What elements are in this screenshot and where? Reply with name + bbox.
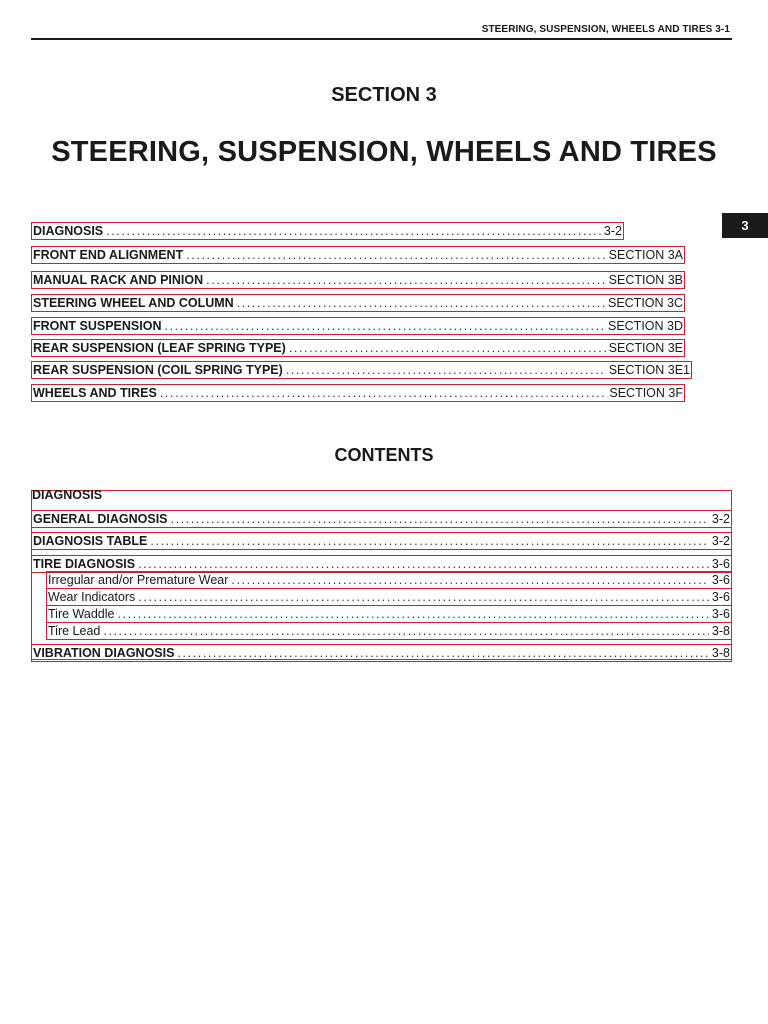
contents-link-tire-lead[interactable] (46, 622, 732, 640)
index-link-label: REAR SUSPENSION (LEAF SPRING TYPE) (33, 341, 286, 355)
contents-item-label: Irregular and/or Premature Wear (48, 573, 229, 587)
index-link-front-end-alignment[interactable] (31, 246, 685, 264)
contents-item-label: Tire Lead (48, 624, 101, 638)
index-link-target: SECTION 3E (608, 341, 683, 355)
contents-item-label: Wear Indicators (48, 590, 136, 604)
index-link-target: SECTION 3D (607, 319, 683, 333)
contents-item-label: TIRE DIAGNOSIS (33, 557, 136, 571)
index-link-label: REAR SUSPENSION (COIL SPRING TYPE) (33, 363, 283, 377)
index-link-label: FRONT SUSPENSION (33, 319, 162, 333)
index-link-steering-wheel-and-column[interactable] (31, 294, 685, 312)
index-link-diagnosis[interactable] (31, 222, 624, 240)
index-link-target: SECTION 3A (608, 248, 683, 262)
index-link-target: SECTION 3F (609, 386, 683, 400)
contents-link-diagnosis-table[interactable] (31, 532, 732, 550)
contents-item-page: 3-2 (711, 534, 730, 548)
index-link-rear-suspension-leaf[interactable] (31, 339, 685, 357)
index-link-label: MANUAL RACK AND PINION (33, 273, 204, 287)
contents-link-irregular-wear[interactable] (46, 571, 732, 589)
leader-dots (106, 223, 601, 239)
contents-link-wear-indicators[interactable] (46, 588, 732, 606)
leader-dots (177, 645, 708, 661)
index-link-front-suspension[interactable] (31, 317, 685, 335)
section-label: SECTION 3 (331, 84, 437, 106)
section-tab: 3 (722, 213, 768, 238)
section-title: STEERING, SUSPENSION, WHEELS AND TIRES (51, 136, 717, 168)
index-link-target: 3-2 (603, 224, 622, 238)
running-header: STEERING, SUSPENSION, WHEELS AND TIRES 3-1 (481, 24, 730, 35)
contents-item-label: GENERAL DIAGNOSIS (33, 512, 168, 526)
leader-dots (150, 533, 709, 549)
leader-dots (231, 572, 709, 588)
index-link-target: SECTION 3E1 (608, 363, 690, 377)
contents-item-page: 3-6 (711, 590, 730, 604)
leader-dots (160, 385, 607, 401)
contents-item-page: 3-2 (711, 512, 730, 526)
contents-link-general-diagnosis[interactable] (31, 510, 732, 528)
index-link-label: STEERING WHEEL AND COLUMN (33, 296, 234, 310)
header-rule (31, 38, 732, 40)
index-link-label: FRONT END ALIGNMENT (33, 248, 184, 262)
contents-item-page: 3-8 (711, 646, 730, 660)
leader-dots (286, 362, 606, 378)
contents-item-label: VIBRATION DIAGNOSIS (33, 646, 175, 660)
contents-item-label: DIAGNOSIS TABLE (33, 534, 148, 548)
leader-dots (289, 340, 606, 356)
contents-item-page: 3-8 (711, 624, 730, 638)
contents-link-vibration-diagnosis[interactable] (31, 644, 732, 662)
leader-dots (103, 623, 709, 639)
leader-dots (165, 318, 605, 334)
contents-link-tire-waddle[interactable] (46, 605, 732, 623)
leader-dots (171, 511, 709, 527)
contents-item-page: 3-6 (711, 557, 730, 571)
index-link-label: WHEELS AND TIRES (33, 386, 157, 400)
contents-title: CONTENTS (334, 445, 434, 465)
leader-dots (206, 272, 606, 288)
contents-item-label: Tire Waddle (48, 607, 115, 621)
contents-item-page: 3-6 (711, 607, 730, 621)
index-link-rear-suspension-coil[interactable] (31, 361, 692, 379)
leader-dots (138, 589, 709, 605)
index-link-wheels-and-tires[interactable] (31, 384, 685, 402)
index-link-target: SECTION 3C (607, 296, 683, 310)
index-link-target: SECTION 3B (608, 273, 683, 287)
leader-dots (237, 295, 605, 311)
leader-dots (117, 606, 708, 622)
contents-heading: DIAGNOSIS (32, 488, 103, 502)
index-link-manual-rack-and-pinion[interactable] (31, 271, 685, 289)
index-link-label: DIAGNOSIS (33, 224, 104, 238)
leader-dots (186, 247, 605, 263)
contents-item-page: 3-6 (711, 573, 730, 587)
leader-dots (138, 556, 709, 572)
